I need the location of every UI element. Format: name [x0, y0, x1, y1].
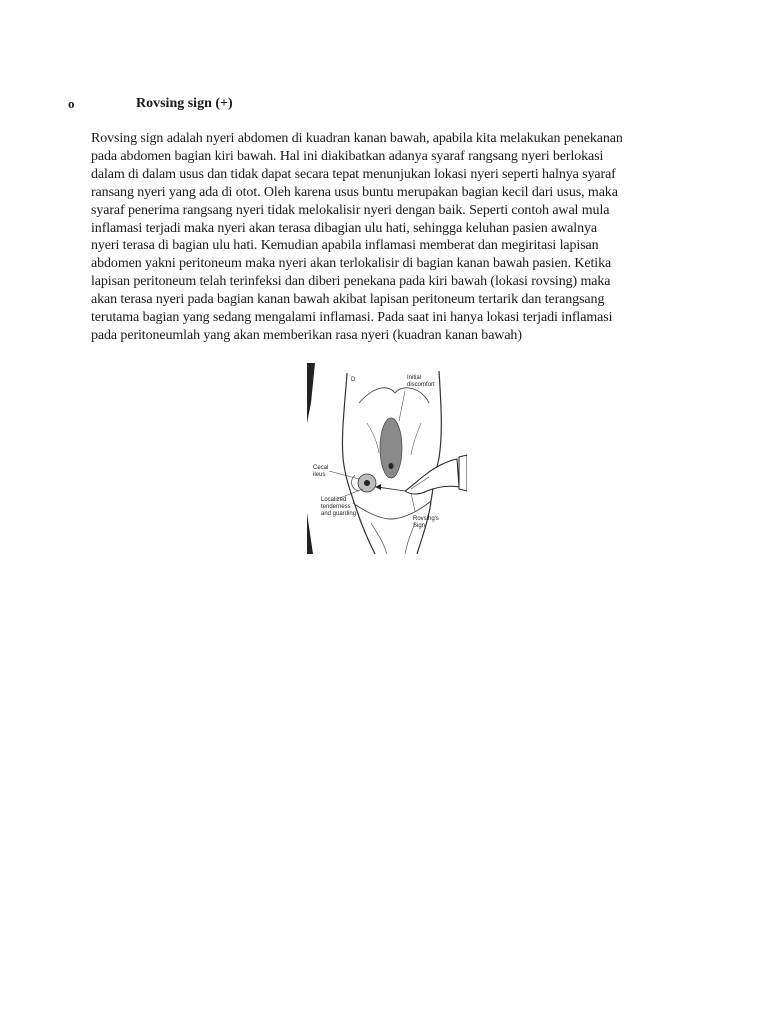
- body-line: dalam di dalam usus dan tidak dapat secara tepat menunjukan lokasi nyeri seperti halnya syaraf: [91, 166, 616, 182]
- label-cecal-1: Cecal: [313, 465, 329, 471]
- body-line: syaraf penerima rangsang nyeri tidak melokalisir nyeri dengan baik. Seperti contoh awal mula: [91, 202, 610, 218]
- tenderness-point: [364, 480, 370, 486]
- body-line: Rovsing sign adalah nyeri abdomen di kuadran kanan bawah, apabila kita melakukan penekanan: [91, 131, 623, 146]
- label-localized-2: tenderness: [321, 504, 351, 510]
- body-line: pada abdomen bagian kiri bawah. Hal ini diakibatkan adanya syaraf rangsang nyeri berlokasi: [91, 148, 604, 164]
- label-initial-discomfort-1: Initial: [407, 375, 422, 381]
- pointer-line-cecal: [329, 471, 359, 479]
- section-heading: Rovsing sign (+): [136, 96, 233, 111]
- body-line: inflamasi terjadi maka nyeri akan terasa dibagian ulu hati, sehingga keluhan pasien awalnya: [91, 220, 597, 236]
- pressure-arrow: [377, 487, 405, 491]
- body-line: terutama bagian yang sedang mengalami inflamasi. Pada saat ini hanya lokasi terjadi inflamasi: [91, 310, 613, 326]
- body-line: lapisan peritoneum telah terinfeksi dan diberi penekana pada kiri bawah (lokasi rovsing) maka: [91, 274, 611, 290]
- body-line: ransang nyeri yang ada di otot. Oleh karena usus buntu merupakan bagian kecil dari usus, maka: [91, 184, 618, 200]
- rib-arch: [359, 388, 429, 403]
- rovsing-sign-illustration: [307, 363, 467, 554]
- wrist: [459, 455, 467, 491]
- pointer-line-rovsing: [411, 493, 415, 511]
- bullet-marker: o: [68, 96, 75, 111]
- lower-left-shadow: [307, 513, 313, 554]
- umbilicus-marker: [389, 463, 394, 469]
- label-rovsing-2: Sign: [413, 523, 426, 529]
- pointer-line-initial: [399, 391, 405, 421]
- label-initial-discomfort-2: discomfort: [407, 382, 435, 388]
- body-paragraph: [91, 130, 683, 345]
- rib-line-left: [367, 423, 379, 453]
- pressing-hand: [405, 459, 459, 494]
- rib-line-right: [411, 423, 421, 455]
- label-localized-3: and guarding: [321, 511, 357, 517]
- body-line: pada peritoneumlah yang akan memberikan rasa nyeri (kuadran kanan bawah): [91, 327, 522, 343]
- body-line: abdomen yakni peritoneum maka nyeri akan terlokalisir di bagian kanan bawah pasien. Ketika: [91, 256, 612, 272]
- label-rovsing-1: Rovsing's: [413, 516, 439, 522]
- left-edge-shadow: [307, 363, 315, 423]
- section-heading-row: [68, 95, 668, 113]
- torso-left-outline: [342, 373, 375, 554]
- panel-letter: D: [351, 377, 356, 383]
- groin-line-left: [371, 523, 387, 554]
- abdomen-diagram: [307, 363, 467, 554]
- label-localized-1: Localized: [321, 497, 347, 503]
- label-cecal-2: ileus: [313, 472, 326, 478]
- body-line: nyeri terasa di bagian ulu hati. Kemudian apabila inflamasi memberat dan megiritasi lapisan: [91, 238, 599, 254]
- body-line: akan terasa nyeri pada bagian kanan bawah akibat lapisan peritoneum tertarik dan terangsang: [91, 292, 605, 308]
